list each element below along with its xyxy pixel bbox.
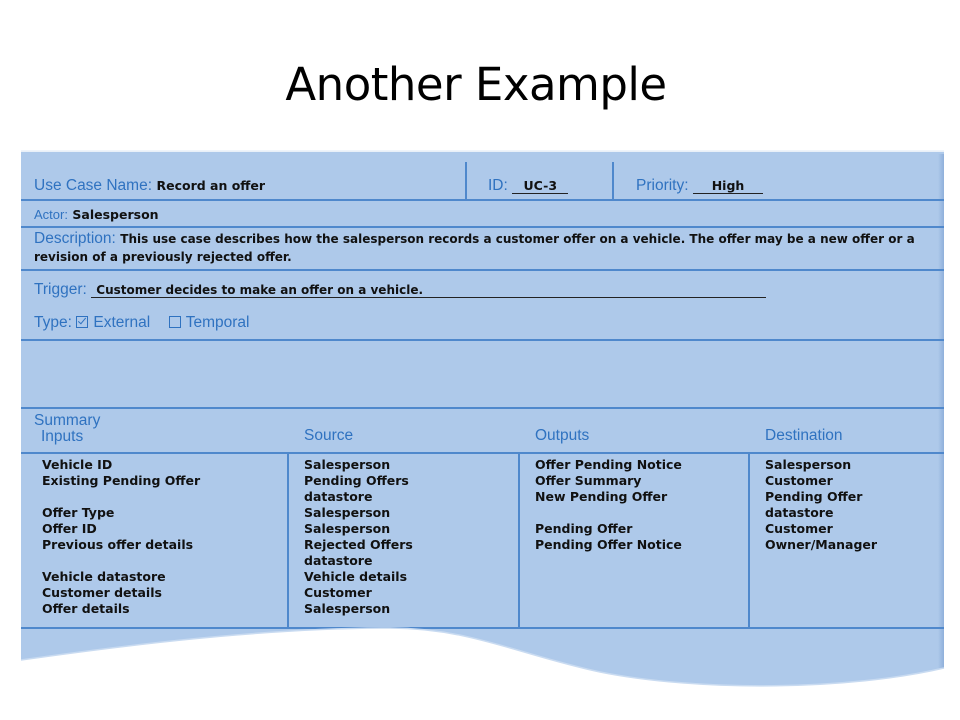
use-case-name-value: Record an offer [156,178,266,193]
slide-title: Another Example [285,58,667,111]
list-item: New Pending Offer [535,489,668,504]
list-item: Rejected Offers [304,537,413,552]
description-label: Description: [34,230,116,247]
outputs-header: Outputs [535,427,590,444]
list-item: Offer Summary [535,473,642,488]
summary-label: Summary [34,412,101,429]
list-item: Customer [304,585,372,600]
list-item: Pending Offer [765,489,863,504]
actor-label: Actor: [34,207,68,222]
list-item: Pending Offer Notice [535,537,682,552]
list-item: Salesperson [765,457,852,472]
list-item: Customer [765,473,833,488]
list-item: Pending Offer [535,521,633,536]
list-item: Salesperson [304,505,391,520]
list-item: Offer details [42,601,130,616]
priority-value: High [693,178,763,194]
list-item: Vehicle details [304,569,408,584]
list-item: Previous offer details [42,537,194,552]
id-value: UC-3 [512,178,568,194]
list-item: Offer Type [42,505,115,520]
list-item: datastore [304,489,373,504]
priority-label: Priority: [636,177,689,194]
destination-header: Destination [765,427,843,444]
use-case-name-label: Use Case Name: [34,177,153,194]
trigger-value: Customer decides to make an offer on a vehicle. [91,283,766,298]
list-item: Pending Offers [304,473,409,488]
id-label: ID: [488,177,508,194]
list-item: Salesperson [304,457,391,472]
list-item: Customer details [42,585,162,600]
list-item: Salesperson [304,521,391,536]
source-header: Source [304,427,354,444]
description-text: This use case describes how the salesperson records a customer offer on a vehicle. The offer may be a new offer or a revision of a previously rejected offer. [34,232,915,264]
list-item: datastore [765,505,834,520]
temporal-option-label: Temporal [185,314,250,331]
list-item: datastore [304,553,373,568]
external-option-label: External [93,314,151,331]
list-item: Owner/Manager [765,537,878,552]
list-item: Offer Pending Notice [535,457,682,472]
list-item: Customer [765,521,833,536]
trigger-label: Trigger: [34,281,87,298]
list-item: Existing Pending Offer [42,473,201,488]
list-item: Offer ID [42,521,97,536]
list-item: Vehicle ID [42,457,113,472]
actor-value: Salesperson [72,207,159,222]
list-item: Vehicle datastore [42,569,166,584]
type-label: Type: [34,314,72,331]
list-item: Salesperson [304,601,391,616]
inputs-header: Inputs [41,428,84,445]
